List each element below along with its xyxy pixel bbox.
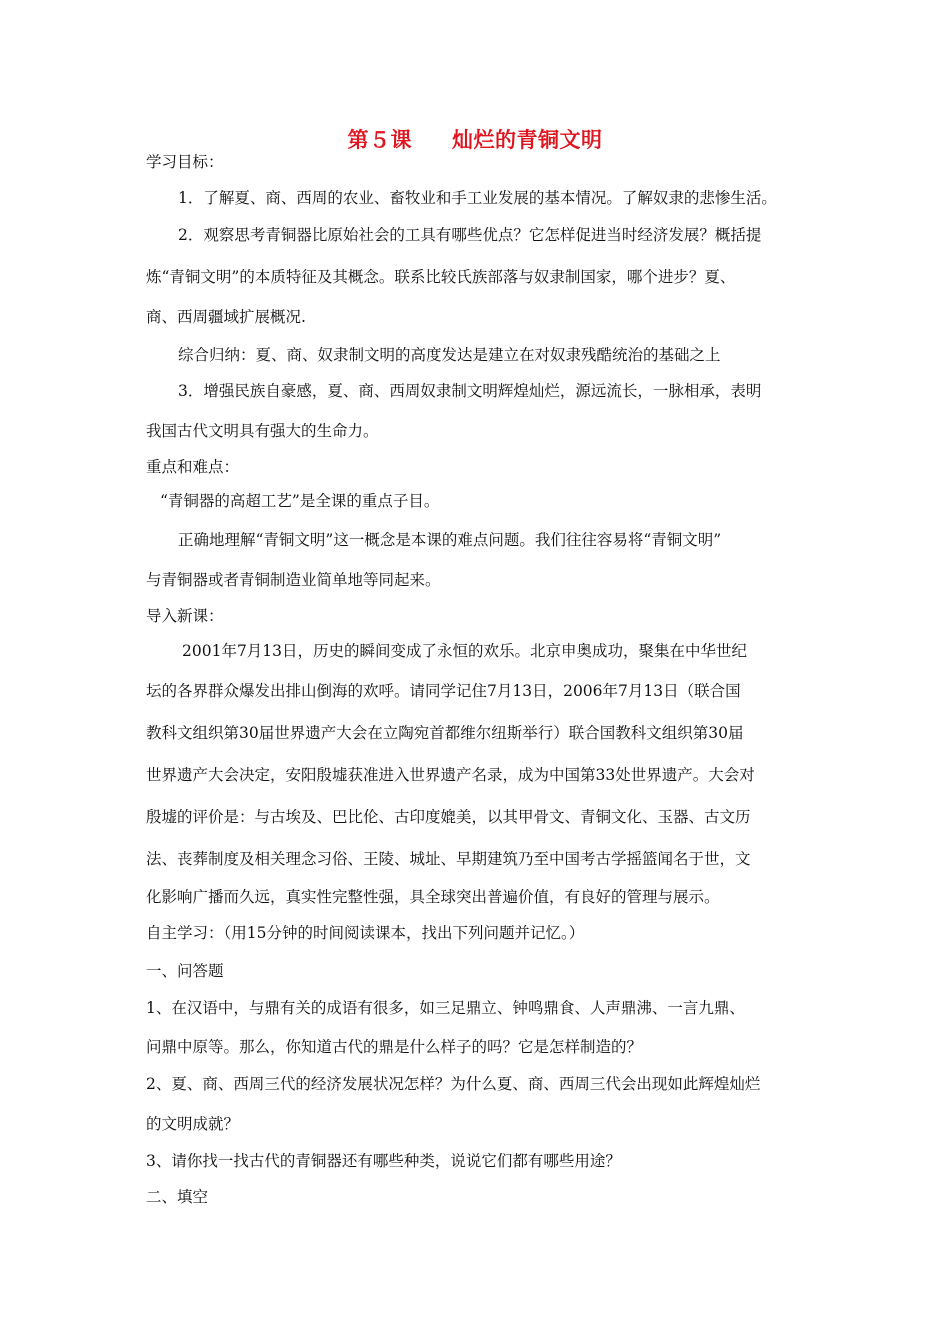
question-1-cont: 问鼎中原等。那么，你知道古代的鼎是什么样子的吗？它是怎样制造的？: [146, 1038, 643, 1056]
difficult-point: 正确地理解“青铜文明”这一概念是本课的难点问题。我们往往容易将“青铜文明”: [178, 531, 722, 549]
question-1: 1、在汉语中，与鼎有关的成语有很多，如三足鼎立、钟鸣鼎食、人声鼎沸、一言九鼎、: [146, 999, 745, 1017]
question-3: 3、请你找一找古代的青铜器还有哪些种类，说说它们都有哪些用途？: [146, 1152, 621, 1170]
lesson-name: 灿烂的青铜文明: [452, 128, 603, 152]
objective-2: 2．观察思考青铜器比原始社会的工具有哪些优点？它怎样促进当时经济发展？概括提: [178, 226, 762, 244]
question-2-cont: 的文明成就？: [146, 1115, 240, 1133]
key-point: “青铜器的高超工艺”是全课的重点子目。: [160, 492, 440, 510]
paragraph-line: 商、西周疆域扩展概况.: [146, 308, 306, 326]
paragraph-line: 炼“青铜文明”的本质特征及其概念。联系比较氏族部落与奴隶制国家，哪个进步？夏、: [146, 268, 736, 286]
intro-line: 教科文组织第30届世界遗产大会在立陶宛首都维尔纽斯举行）联合国教科文组织第30届: [146, 724, 744, 742]
intro-line: 2001年7月13日，历史的瞬间变成了永恒的欢乐。北京申奥成功，聚集在中华世纪: [182, 642, 748, 660]
heading-fill-blanks: 二、填空: [146, 1188, 209, 1206]
intro-line: 法、丧葬制度及相关理念习俗、王陵、城址、早期建筑乃至中国考古学摇篮闻名于世，文: [146, 850, 751, 868]
heading-introduction: 导入新课：: [146, 607, 224, 625]
lesson-number: 第５课: [347, 128, 412, 152]
heading-key-points: 重点和难点：: [146, 458, 240, 476]
paragraph-line: 我国古代文明具有强大的生命力。: [146, 422, 379, 440]
summary-line: 综合归纳：夏、商、奴隶制文明的高度发达是建立在对奴隶残酷统治的基础之上: [178, 346, 721, 364]
lesson-title: [0, 124, 950, 154]
heading-questions: 一、问答题: [146, 962, 224, 980]
heading-self-study: 自主学习：（用15分钟的时间阅读课本，找出下列问题并记忆。）: [146, 924, 585, 942]
intro-line: 世界遗产大会决定，安阳殷墟获准进入世界遗产名录，成为中国第33处世界遗产。大会对: [146, 766, 755, 784]
intro-line: 坛的各界群众爆发出排山倒海的欢呼。请同学记住7月13日，2006年7月13日（联合国: [146, 682, 741, 700]
paragraph-line: 与青铜器或者青铜制造业简单地等同起来。: [146, 571, 441, 589]
objective-1: 1．了解夏、商、西周的农业、畜牧业和手工业发展的基本情况。了解奴隶的悲惨生活。: [178, 189, 777, 207]
objective-3: 3．增强民族自豪感，夏、商、西周奴隶制文明辉煌灿烂，源远流长，一脉相承，表明: [178, 382, 762, 400]
intro-line: 殷墟的评价是：与古埃及、巴比伦、古印度媲美，以其甲骨文、青铜文化、玉器、古文历: [146, 808, 751, 826]
heading-objectives: 学习目标：: [146, 153, 224, 171]
intro-line: 化影响广播而久远，真实性完整性强，具全球突出普遍价值，有良好的管理与展示。: [146, 888, 720, 906]
question-2: 2、夏、商、西周三代的经济发展状况怎样？为什么夏、商、西周三代会出现如此辉煌灿烂: [146, 1075, 761, 1093]
